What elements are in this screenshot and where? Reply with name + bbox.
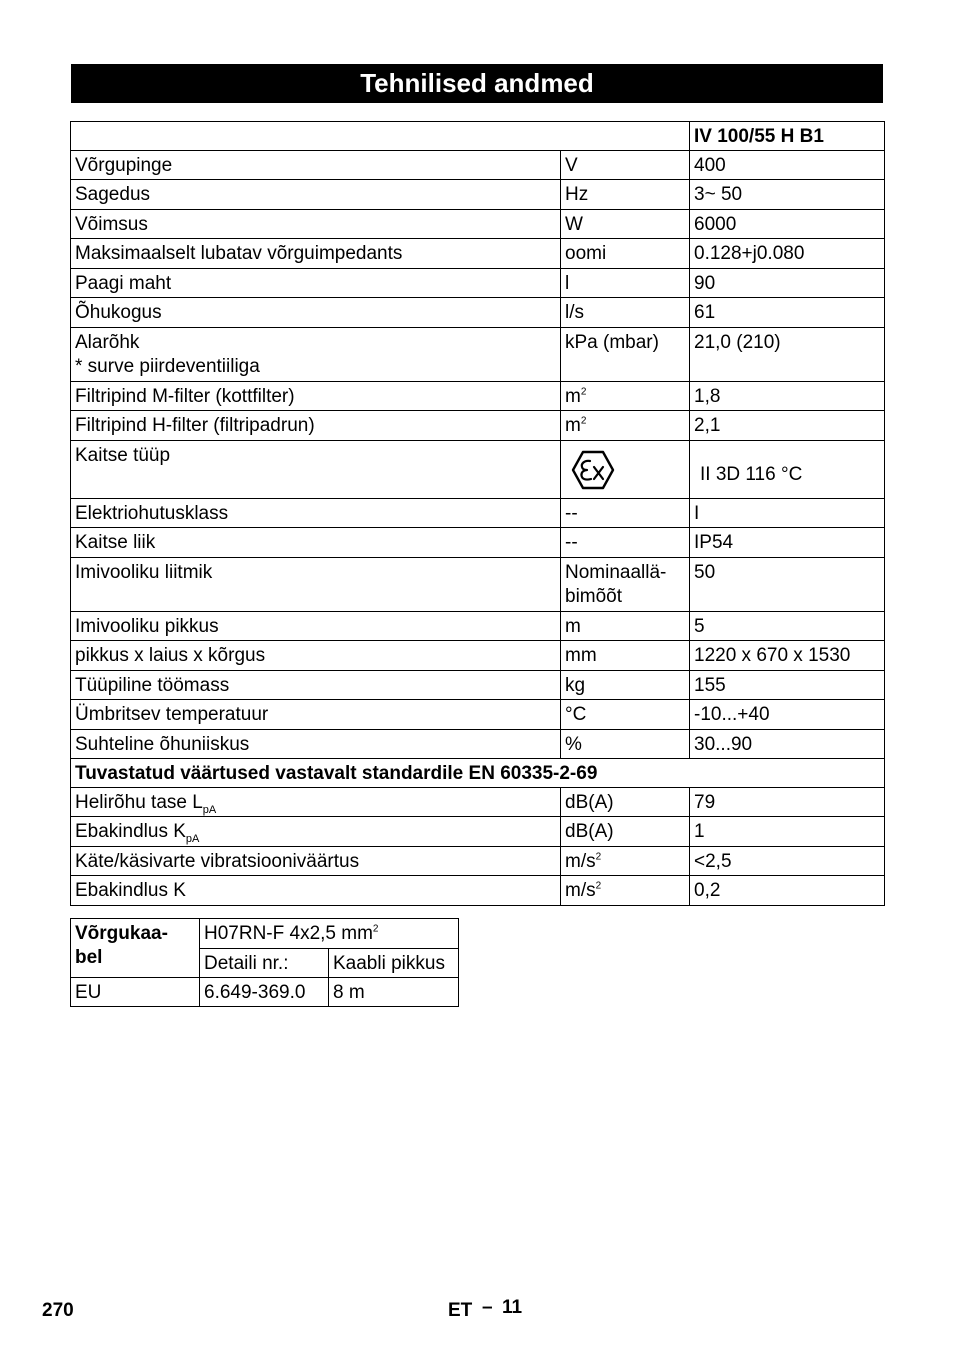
measured-label: Käte/käsivarte vibratsiooniväärtus: [75, 851, 360, 872]
spec-value-cell: [690, 441, 885, 499]
spec-unit-line2: bimõõt: [565, 586, 623, 607]
table-row: [71, 671, 885, 700]
spec-unit: oomi: [565, 243, 607, 264]
measured-value: 1: [694, 821, 705, 842]
spec-unit: Hz: [565, 184, 589, 205]
measured-unit: m/s: [565, 851, 596, 872]
spec-label: Ümbritsev temperatuur: [75, 704, 269, 725]
table-row: [71, 700, 885, 730]
spec-unit: V: [565, 155, 578, 176]
cable-length-header: Kaabli pikkus: [329, 949, 459, 978]
spec-label: Maksimaalselt lubatav võrguimpedants: [75, 243, 403, 264]
section-header: Tuvastatud väärtused vastavalt standardile EN 60335-2-69: [71, 759, 885, 788]
measured-unit-cell: [561, 876, 690, 906]
spec-label: Sagedus: [75, 184, 151, 205]
table-row: [71, 730, 885, 759]
footer-dash: –: [482, 1297, 493, 1318]
spec-value: I: [694, 503, 700, 524]
spec-label-cell: [71, 730, 561, 759]
spec-label-cell: [71, 210, 561, 239]
spec-label-cell: [71, 328, 561, 382]
measured-value-cell: [690, 817, 885, 847]
spec-label-cell: [71, 641, 561, 671]
table-row: [71, 328, 885, 382]
cable-length-cell: 8 m: [329, 978, 459, 1007]
spec-value: 50: [694, 562, 716, 583]
spec-unit-cell: [561, 298, 690, 328]
table-row: [71, 382, 885, 411]
measured-unit: m/s: [565, 880, 596, 901]
technical-data-table: [70, 121, 885, 906]
spec-unit-cell: [561, 151, 690, 180]
spec-value-cell: [690, 528, 885, 558]
page-title: Tehnilised andmed: [71, 64, 883, 103]
spec-label-cell: [71, 382, 561, 411]
spec-label: pikkus x laius x kõrgus: [75, 645, 266, 666]
spec-label-cell: [71, 239, 561, 269]
measured-label-cell: [71, 876, 561, 906]
spec-label-cell: [71, 700, 561, 730]
spec-value-cell: [690, 239, 885, 269]
table-row: [71, 876, 885, 906]
table-row: [71, 641, 885, 671]
spec-label-cell: [71, 269, 561, 298]
measured-unit-sup: 2: [595, 851, 602, 863]
spec-value: 21,0 (210): [694, 332, 781, 353]
measured-unit: dB(A): [565, 792, 614, 813]
measured-value: 79: [694, 792, 716, 813]
footer-local-page: 11: [502, 1297, 523, 1318]
table-row: [71, 847, 885, 876]
spec-value-cell: [690, 180, 885, 210]
measured-value-cell: [690, 788, 885, 817]
measured-label: Ebakindlus K: [75, 880, 186, 901]
table-row: [71, 298, 885, 328]
spec-label-cell: [71, 612, 561, 641]
spec-value: 30...90: [694, 734, 753, 755]
spec-value-cell: [690, 298, 885, 328]
ex-explosion-protection-icon: [571, 450, 615, 490]
spec-unit: kg: [565, 675, 586, 696]
table-row: [71, 528, 885, 558]
measured-unit-cell: [561, 788, 690, 817]
spec-unit: m: [565, 415, 581, 436]
spec-value: IP54: [694, 532, 734, 553]
spec-value-cell: [690, 210, 885, 239]
spec-value: 1,8: [694, 386, 721, 407]
spec-label: Filtripind M-filter (kottfilter): [75, 386, 295, 407]
measured-label-cell: [71, 817, 561, 847]
table-row: [71, 817, 885, 847]
spec-label: Tüüpiline töömass: [75, 675, 230, 696]
spec-value: 90: [694, 273, 716, 294]
spec-value: 5: [694, 616, 705, 637]
table-row: [71, 558, 885, 612]
spec-label: Õhukogus: [75, 302, 162, 323]
spec-label-line2: * surve piirdeventiiliga: [75, 356, 260, 377]
spec-value-cell: [690, 730, 885, 759]
part-no-cell: 6.649-369.0: [200, 978, 329, 1007]
spec-value-cell: [690, 641, 885, 671]
spec-unit: l: [565, 273, 570, 294]
table-row: [71, 411, 885, 441]
spec-value-cell: [690, 382, 885, 411]
spec-label-cell: [71, 180, 561, 210]
measured-unit-cell: [561, 847, 690, 876]
spec-unit-cell: [561, 411, 690, 441]
page-number: 270: [42, 1300, 74, 1321]
table-row: [71, 239, 885, 269]
spec-value-cell: [690, 558, 885, 612]
spec-value: 3~ 50: [694, 184, 743, 205]
measured-value: <2,5: [694, 851, 732, 872]
spec-unit: °C: [565, 704, 587, 725]
spec-unit: m: [565, 616, 581, 637]
spec-value: 0.128+j0.080: [694, 243, 805, 264]
spec-unit-sup: 2: [580, 415, 587, 427]
spec-label-cell: [71, 499, 561, 528]
measured-value-cell: [690, 847, 885, 876]
cable-type-cell: [200, 919, 459, 949]
table-row: [71, 441, 885, 499]
spec-value: 6000: [694, 214, 737, 235]
spec-label-cell: [71, 441, 561, 499]
spec-label-cell: [71, 298, 561, 328]
footer-language: ET: [448, 1300, 473, 1321]
spec-value: II 3D 116 °C: [700, 463, 803, 485]
spec-label: Võrgupinge: [75, 155, 173, 176]
spec-label: Alarõhk: [75, 332, 140, 353]
spec-label: Imivooliku pikkus: [75, 616, 219, 637]
spec-unit-cell: [561, 641, 690, 671]
spec-value: 400: [694, 155, 726, 176]
spec-value: 2,1: [694, 415, 721, 436]
spec-value: -10...+40: [694, 704, 770, 725]
spec-value-cell: [690, 411, 885, 441]
spec-value-cell: [690, 499, 885, 528]
spec-unit-cell: [561, 269, 690, 298]
spec-unit-cell: [561, 180, 690, 210]
spec-unit-cell: [561, 558, 690, 612]
spec-value-cell: [690, 700, 885, 730]
spec-value-cell: [690, 612, 885, 641]
spec-unit: W: [565, 214, 583, 235]
table-row: [71, 180, 885, 210]
spec-value-cell: [690, 671, 885, 700]
spec-unit-cell: [561, 210, 690, 239]
spec-value: 61: [694, 302, 716, 323]
spec-unit: mm: [565, 645, 597, 666]
header-empty-cell: [71, 122, 690, 151]
table-header-row: [71, 122, 885, 151]
spec-unit-cell: [561, 382, 690, 411]
cable-header-line2: bel: [75, 947, 103, 968]
part-no-header: Detaili nr.:: [200, 949, 329, 978]
section-header-row: [71, 759, 885, 788]
spec-unit: %: [565, 734, 582, 755]
spec-unit-cell: [561, 612, 690, 641]
spec-unit-cell: [561, 528, 690, 558]
spec-unit: m: [565, 386, 581, 407]
cable-type-sup: 2: [372, 923, 379, 935]
spec-unit: l/s: [565, 302, 584, 323]
spec-value-cell: [690, 151, 885, 180]
measured-label-sub: pA: [185, 832, 200, 845]
spec-unit-cell: [561, 700, 690, 730]
table-row: [71, 499, 885, 528]
spec-unit: Nominaallä-: [565, 562, 667, 583]
spec-unit-cell: [561, 499, 690, 528]
spec-value-cell: [690, 328, 885, 382]
spec-label-cell: [71, 528, 561, 558]
spec-label: Elektriohutusklass: [75, 503, 229, 524]
spec-label: Võimsus: [75, 214, 148, 235]
measured-label: Helirõhu tase L: [75, 792, 203, 813]
measured-unit: dB(A): [565, 821, 614, 842]
cable-header-cell: [71, 919, 200, 978]
measured-value-cell: [690, 876, 885, 906]
cable-header-line1: Võrgukaa-: [75, 923, 168, 944]
spec-unit-cell: [561, 441, 690, 499]
measured-label-cell: [71, 788, 561, 817]
spec-label: Suhteline õhuniiskus: [75, 734, 250, 755]
spec-value-cell: [690, 269, 885, 298]
spec-unit-cell: [561, 671, 690, 700]
cable-type: H07RN-F 4x2,5 mm: [204, 923, 373, 944]
table-row: [71, 788, 885, 817]
spec-label: Kaitse liik: [75, 532, 156, 553]
spec-unit: --: [565, 503, 578, 524]
table-row: [71, 269, 885, 298]
spec-unit-sup: 2: [580, 386, 587, 398]
spec-label: Kaitse tüüp: [75, 445, 171, 466]
mains-cable-table: [70, 918, 459, 1007]
measured-unit-cell: [561, 817, 690, 847]
spec-label: Imivooliku liitmik: [75, 562, 213, 583]
spec-unit-cell: [561, 328, 690, 382]
spec-value: 1220 x 670 x 1530: [694, 645, 851, 666]
spec-value: 155: [694, 675, 726, 696]
measured-label-sub: pA: [202, 803, 217, 816]
table-row: [71, 210, 885, 239]
spec-unit: --: [565, 532, 578, 553]
measured-label-cell: [71, 847, 561, 876]
spec-label-cell: [71, 411, 561, 441]
spec-label: Paagi maht: [75, 273, 172, 294]
spec-label-cell: [71, 151, 561, 180]
measured-value: 0,2: [694, 880, 721, 901]
measured-label: Ebakindlus K: [75, 821, 186, 842]
spec-label-cell: [71, 558, 561, 612]
spec-unit: kPa (mbar): [565, 332, 659, 353]
table-row: [71, 612, 885, 641]
spec-label: Filtripind H-filter (filtripadrun): [75, 415, 315, 436]
model-header: IV 100/55 H B1: [690, 122, 885, 151]
spec-unit-cell: [561, 239, 690, 269]
measured-unit-sup: 2: [595, 880, 602, 892]
table-row: [71, 151, 885, 180]
region-cell: EU: [71, 978, 200, 1007]
spec-label-cell: [71, 671, 561, 700]
spec-unit-cell: [561, 730, 690, 759]
